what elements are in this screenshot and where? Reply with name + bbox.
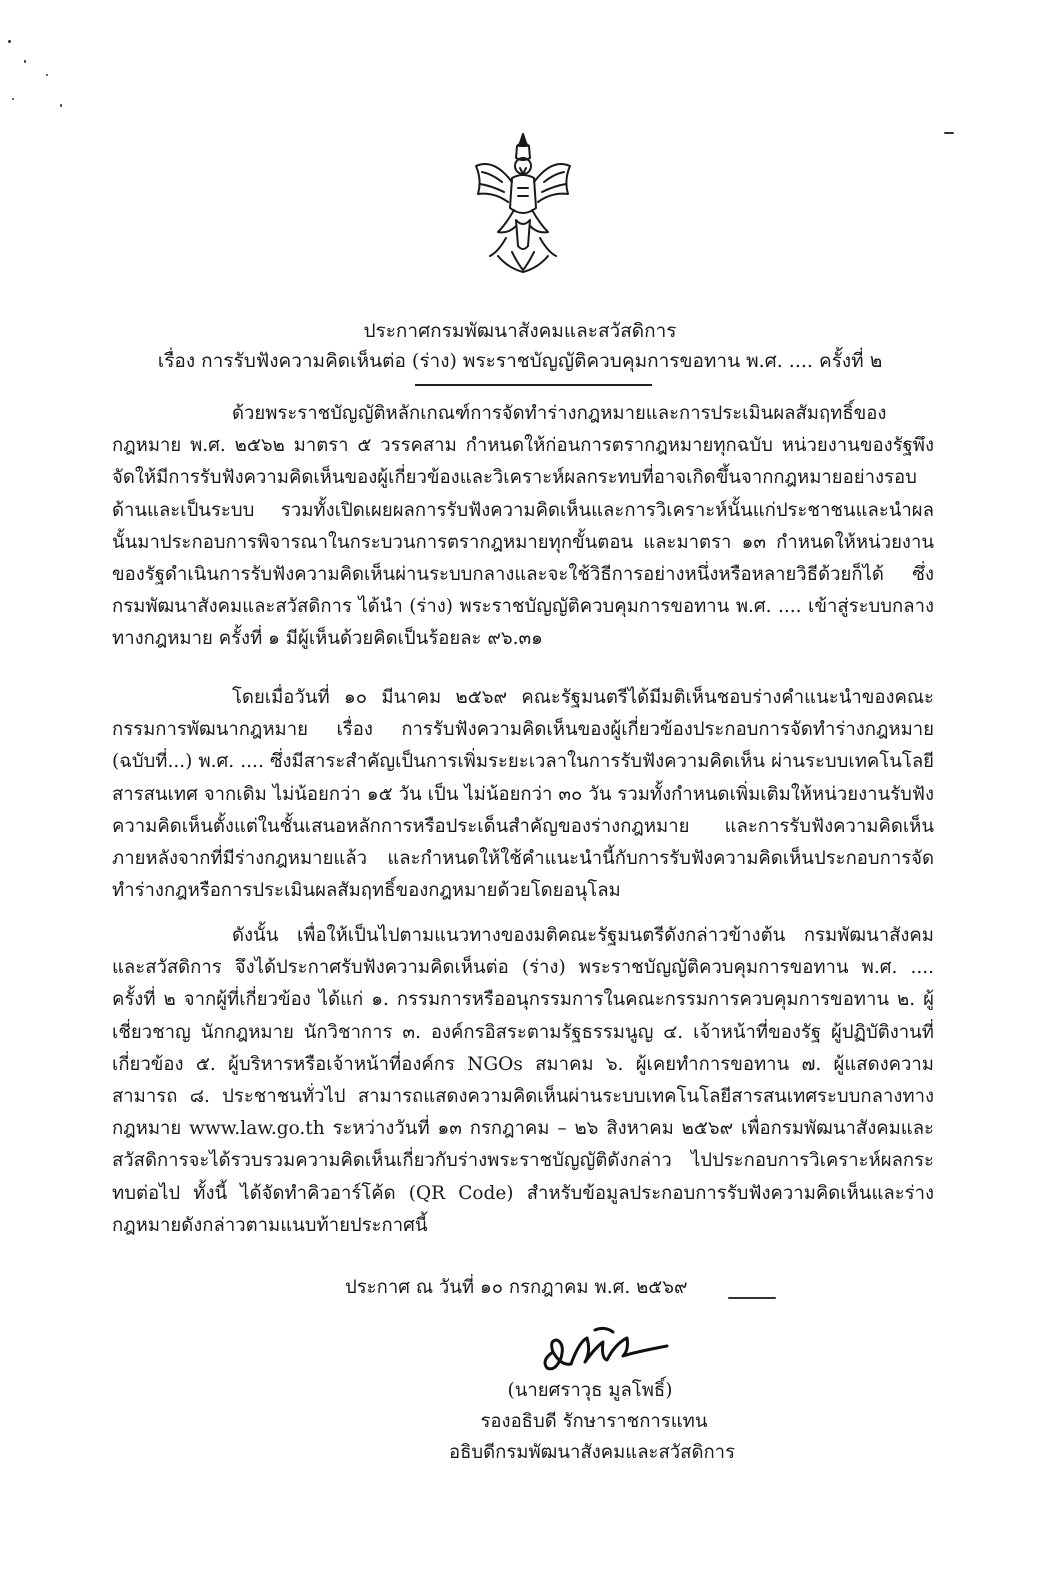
announcement-title: ประกาศกรมพัฒนาสังคมและสวัสดิการ (363, 320, 677, 342)
paragraph-text: ดังนั้น เพื่อให้เป็นไปตามแนวทางของมติคณะรัฐมนตรีดังกล่าวข้างต้น กรมพัฒนาสังคมและสวัสดิการ จึงได้ประกาศรับฟังความคิดเห็นต่อ (ร่าง) พระราชบัญญัติควบคุมการขอทาน พ.ศ. .... ครั้งที่ ๒ จากผู้ที่เกี่ยวข้อง ได้แก่ ๑. กรรมการหรืออนุกรรมการในคณะกรรมการควบคุมการขอทาน ๒. ผู้เชี่ยวชาญ นักกฎหมาย นักวิชาการ ๓. องค์กรอิสระตามรัฐธรรมนูญ ๔. เจ้าหน้าที่ของรัฐ ผู้ปฏิบัติงานที่เกี่ยวข้อง ๕. ผู้บริหารหรือเจ้าหน้าที่องค์กร NGOs สมาคม ๖. ผู้เคยทำการขอทาน ๗. ผู้แสดงความสามารถ ๘. ประชาชนทั่วไป สามารถแสดงความคิดเห็นผ่านระบบเทคโนโลยีสารสนเทศระบบกลางทางกฎหมาย www.law.go.th ระหว่างวันที่ ๑๓ กรกฎาคม – ๒๖ สิงหาคม ๒๕๖๙ เพื่อกรมพัฒนาสังคมและสวัสดิการจะได้รวบรวมความคิดเห็นเกี่ยวกับร่างพระราชบัญญัติดังกล่าว ไปประกอบการวิเคราะห์ผลกระทบต่อไป ทั้งนี้ ได้จัดทำคิวอาร์โค้ด (QR Code) สำหรับข้อมูลประกอบการรับฟังความคิดเห็นและร่างกฎหมายดังกล่าวตามแนบท้ายประกาศนี้ (112, 925, 934, 1236)
signatory-name: (นายศราวุธ มูลโพธิ์) (507, 1380, 673, 1401)
handwritten-signature-icon (535, 1318, 695, 1374)
body-paragraph-3 (112, 920, 934, 1242)
header-divider (415, 384, 652, 386)
scan-speck (944, 132, 954, 134)
scan-speck (728, 1297, 776, 1299)
scan-speck (24, 60, 26, 63)
scan-speck (8, 40, 11, 43)
body-paragraph-2 (112, 682, 934, 907)
paragraph-text: โดยเมื่อวันที่ ๑๐ มีนาคม ๒๕๖๙ คณะรัฐมนตรีได้มีมติเห็นชอบร่างคำแนะนำของคณะกรรมการพัฒนากฎหมาย เรื่อง การรับฟังความคิดเห็นของผู้เกี่ยวข้องประกอบการจัดทำร่างกฎหมาย (ฉบับที่...) พ.ศ. .... ซึ่งมีสาระสำคัญเป็นการเพิ่มระยะเวลาในการรับฟังความคิดเห็น ผ่านระบบเทคโนโลยีสารสนเทศ จากเดิม ไม่น้อยกว่า ๑๕ วัน เป็น ไม่น้อยกว่า ๓๐ วัน รวมทั้งกำหนดเพิ่มเติมให้หน่วยงานรับฟังความคิดเห็นตั้งแต่ในชั้นเสนอหลักการหรือประเด็นสำคัญของร่างกฎหมาย และการรับฟังความคิดเห็นภายหลังจากที่มีร่างกฎหมายแล้ว และกำหนดให้ใช้คำแนะนำนี้กับการรับฟังความคิดเห็นประกอบการจัดทำร่างกฎหรือการประเมินผลสัมฤทธิ์ของกฎหมายด้วยโดยอนุโลม (112, 687, 934, 902)
signatory-position: รองอธิบดี รักษาราชการแทน (480, 1411, 708, 1432)
scan-speck (46, 74, 48, 76)
scan-speck (60, 104, 62, 107)
scan-speck (12, 98, 14, 100)
garuda-emblem-icon (468, 128, 578, 276)
announcement-subject: เรื่อง การรับฟังความคิดเห็นต่อ (ร่าง) พระราชบัญญัติควบคุมการขอทาน พ.ศ. .... ครั้งที่ ๒ (157, 350, 883, 372)
paragraph-text: ด้วยพระราชบัญญัติหลักเกณฑ์การจัดทำร่างกฎหมายและการประเมินผลสัมฤทธิ์ของกฎหมาย พ.ศ. ๒๕๖๒ มาตรา ๕ วรรคสาม กำหนดให้ก่อนการตรากฎหมายทุกฉบับ หน่วยงานของรัฐพึงจัดให้มีการรับฟังความคิดเห็นของผู้เกี่ยวข้องและวิเคราะห์ผลกระทบที่อาจเกิดขึ้นจากกฎหมายอย่างรอบด้านและเป็นระบบ รวมทั้งเปิดเผยผลการรับฟังความคิดเห็นและการวิเคราะห์นั้นแก่ประชาชนและนำผลนั้นมาประกอบการพิจารณาในกระบวนการตรากฎหมายทุกขั้นตอน และมาตรา ๑๓ กำหนดให้หน่วยงานของรัฐดำเนินการรับฟังความคิดเห็นผ่านระบบกลางและจะใช้วิธีการอย่างหนึ่งหรือหลายวิธีด้วยก็ได้ ซึ่งกรมพัฒนาสังคมและสวัสดิการ ได้นำ (ร่าง) พระราชบัญญัติควบคุมการขอทาน พ.ศ. .... เข้าสู่ระบบกลางทางกฎหมาย ครั้งที่ ๑ มีผู้เห็นด้วยคิดเป็นร้อยละ ๙๖.๓๑ (112, 403, 934, 650)
announcement-date: ประกาศ ณ วันที่ ๑๐ กรกฎาคม พ.ศ. ๒๕๖๙ (345, 1277, 688, 1298)
signatory-title: อธิบดีกรมพัฒนาสังคมและสวัสดิการ (448, 1442, 736, 1463)
body-paragraph-1 (112, 398, 934, 656)
